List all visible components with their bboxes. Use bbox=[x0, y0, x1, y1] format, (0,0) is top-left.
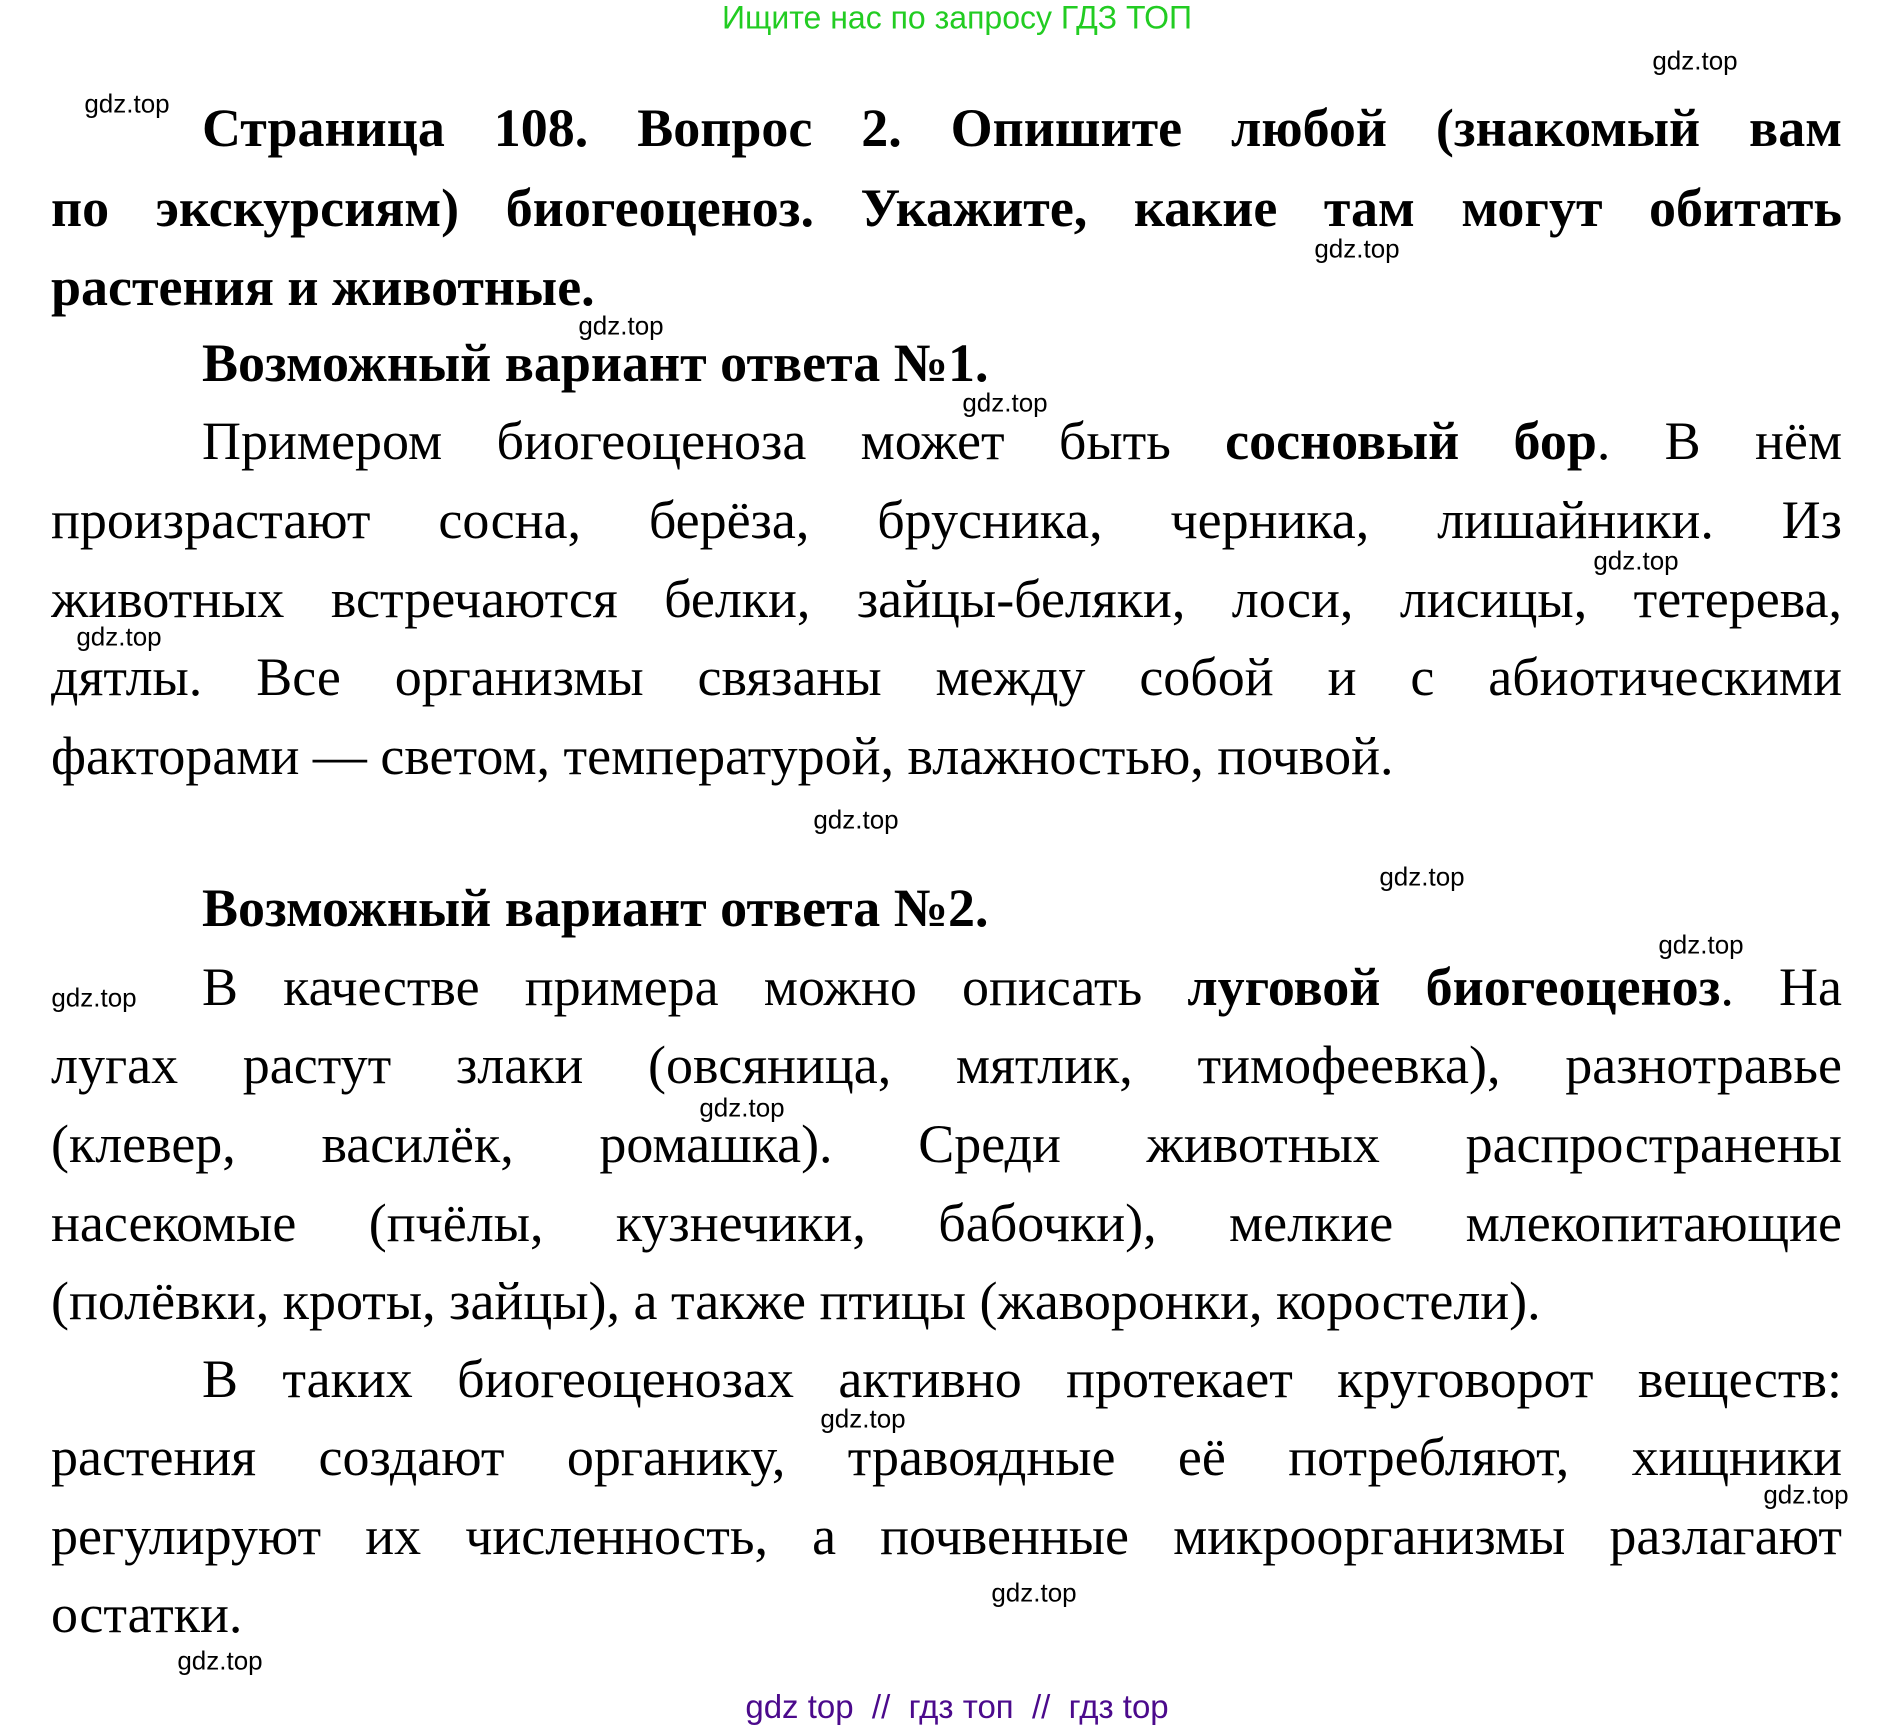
watermark: gdz.top bbox=[177, 1645, 263, 1676]
highlight: сосновый бор bbox=[1225, 411, 1597, 471]
highlight: луговой биогеоценоз bbox=[1187, 957, 1721, 1017]
text: . На bbox=[1720, 957, 1842, 1017]
answer1-line: произрастают сосна, берёза, брусника, черника, лишайники. Из bbox=[51, 490, 1842, 550]
text: Примером биогеоценоза может быть bbox=[202, 411, 1226, 471]
watermark: gdz.top bbox=[1763, 1479, 1849, 1510]
watermark: gdz.top bbox=[962, 387, 1048, 418]
answer1-line: дятлы. Все организмы связаны между собой и с абиотическими bbox=[51, 647, 1842, 707]
answer1-line: животных встречаются белки, зайцы-беляки, лоси, лисицы, тетерева, bbox=[51, 569, 1842, 629]
answer2-line bbox=[202, 948, 1842, 1026]
watermark: gdz.top bbox=[84, 88, 170, 119]
answer1-line: факторами — светом, температурой, влажностью, почвой. bbox=[51, 726, 1394, 786]
answer2-line: лугах растут злаки (овсяница, мятлик, тимофеевка), разнотравье bbox=[51, 1035, 1842, 1095]
top-banner: Ищите нас по запросу ГДЗ ТОП bbox=[722, 0, 1192, 36]
answer2-line: насекомые (пчёлы, кузнечики, бабочки), мелкие млекопитающие bbox=[51, 1193, 1842, 1253]
text: В качестве примера можно описать bbox=[202, 957, 1188, 1017]
watermark: gdz.top bbox=[51, 982, 137, 1013]
answer2-line: остатки. bbox=[51, 1584, 243, 1644]
answer2-line: регулируют их численность, а почвенные микроорганизмы разлагают bbox=[51, 1506, 1842, 1566]
watermark: gdz.top bbox=[76, 621, 162, 652]
watermark: gdz.top bbox=[1658, 929, 1744, 960]
watermark: gdz.top bbox=[813, 804, 899, 835]
watermark: gdz.top bbox=[578, 310, 664, 341]
answer2-heading: Возможный вариант ответа №2. bbox=[202, 878, 989, 938]
watermark: gdz.top bbox=[1314, 233, 1400, 264]
question-line: Страница 108. Вопрос 2. Опишите любой (знакомый вам bbox=[202, 98, 1842, 158]
answer1-heading: Возможный вариант ответа №1. bbox=[202, 333, 989, 393]
answer2-line: растения создают органику, травоядные её потребляют, хищники bbox=[51, 1427, 1842, 1487]
watermark: gdz.top bbox=[1379, 861, 1465, 892]
watermark: gdz.top bbox=[820, 1403, 906, 1434]
watermark: gdz.top bbox=[1593, 545, 1679, 576]
answer2-line: (клевер, василёк, ромашка). Среди животных распространены bbox=[51, 1114, 1842, 1174]
bottom-banner: gdz top // гдз топ // гдз top bbox=[745, 1688, 1169, 1725]
text: . В нём bbox=[1596, 411, 1842, 471]
watermark: gdz.top bbox=[991, 1577, 1077, 1608]
watermark: gdz.top bbox=[1652, 45, 1738, 76]
question-line: растения и животные. bbox=[51, 257, 595, 317]
answer2-line: (полёвки, кроты, зайцы), а также птицы (жаворонки, коростели). bbox=[51, 1271, 1541, 1331]
watermark: gdz.top bbox=[699, 1092, 785, 1123]
answer2-line: В таких биогеоценозах активно протекает круговорот веществ: bbox=[202, 1349, 1842, 1409]
question-line: по экскурсиям) биогеоценоз. Укажите, какие там могут обитать bbox=[51, 178, 1842, 238]
